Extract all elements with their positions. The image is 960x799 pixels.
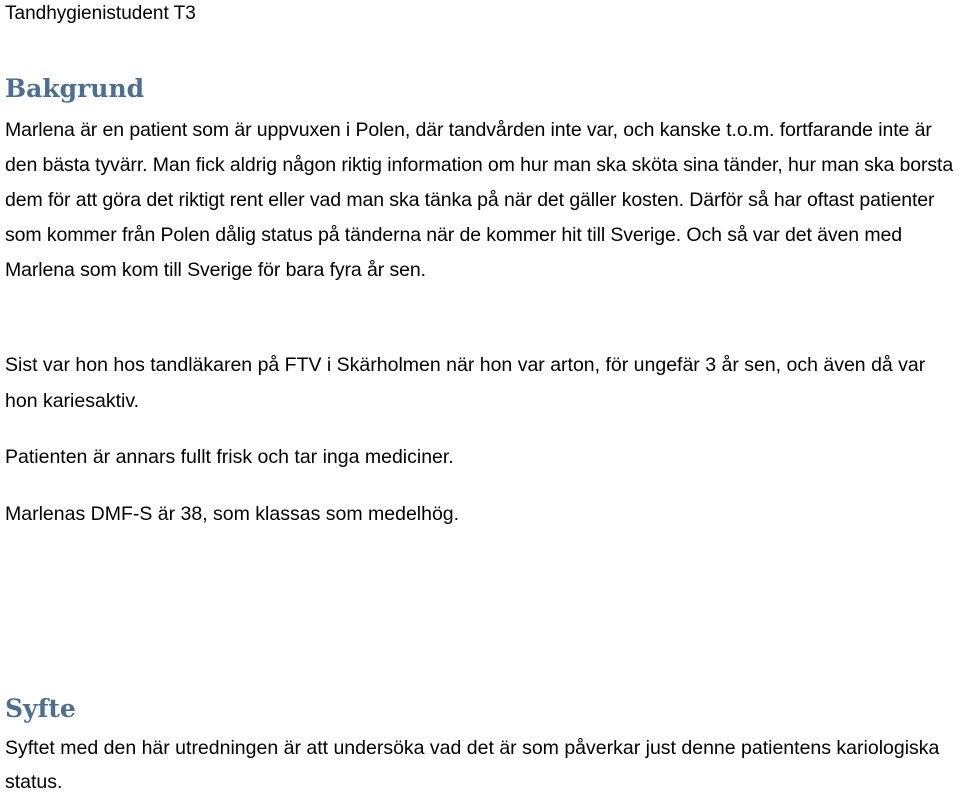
heading-bakgrund: Bakgrund — [5, 74, 145, 103]
paragraph-background-intro: Marlena är en patient som är uppvuxen i Polen, där tandvården inte var, och kanske t.o.m. fortfarande inte är den bästa tyvärr. Man fick aldrig någon riktig information om hur man ska sköta sina tänder, hur man ska borsta dem för att göra det riktigt rent eller vad man ska tänka på när det gäller kosten. Därför så har oftast patienter som kommer från Polen dålig status på tänderna när de kommer hit till Sverige. Och så var det även med Marlena som kom till Sverige för bara fyra år sen. — [5, 119, 954, 281]
page-header: Tandhygienistudent T3 — [5, 3, 196, 24]
paragraph-dmfs: Marlenas DMF-S är 38, som klassas som medelhög. — [5, 503, 460, 525]
paragraph-health-status: Patienten är annars fullt frisk och tar inga mediciner. — [5, 446, 454, 468]
paragraph-purpose: Syftet med den här utredningen är att undersöka vad det är som påverkar just denne patientens kariologiska status. — [5, 737, 940, 793]
heading-syfte: Syfte — [5, 694, 76, 723]
paragraph-dentist-visit: Sist var hon hos tandläkaren på FTV i Skärholmen när hon var arton, för ungefär 3 år sen, och även då var hon kariesaktiv. — [5, 354, 926, 412]
